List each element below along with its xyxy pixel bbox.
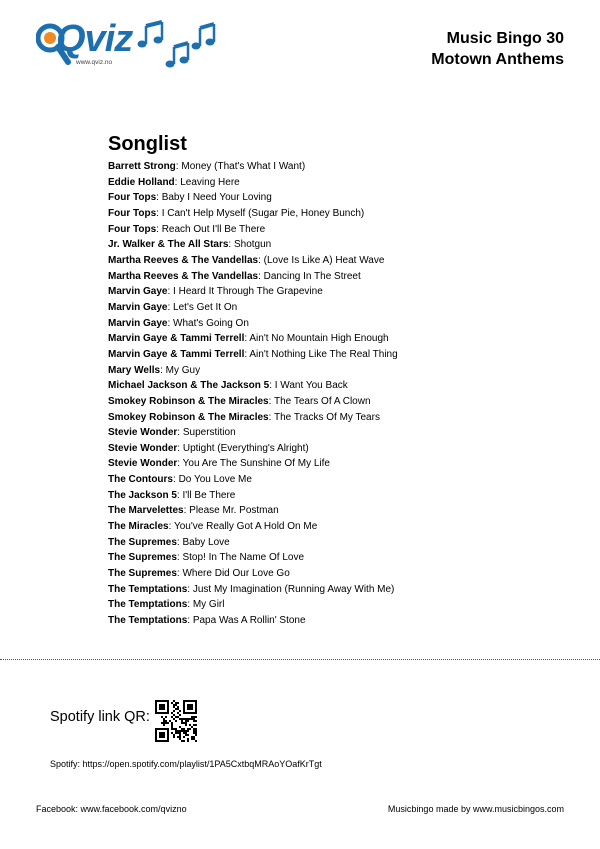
song-title: Baby Love [182,536,230,548]
song-item: The Temptations: My Girl [108,599,225,611]
song-artist: The Temptations [108,615,188,627]
song-title: The Tears Of A Clown [274,395,371,407]
song-artist: Michael Jackson & The Jackson 5 [108,380,270,392]
song-artist: Smokey Robinson & The Miracles [108,411,269,423]
cut-line-divider [0,659,600,660]
song-artist: The Supremes [108,568,177,580]
song-artist: The Supremes [108,552,177,564]
song-artist: The Temptations [108,599,188,611]
song-item: Mary Wells: My Guy [108,364,201,376]
song-artist: Four Tops [108,223,157,235]
song-item: Marvin Gaye: I Heard It Through The Grapevine [108,286,323,298]
song-item: The Temptations: Just My Imagination (Running Away With Me) [108,583,395,595]
song-artist: The Temptations [108,583,188,595]
song-artist: Jr. Walker & The All Stars [108,239,229,251]
song-artist: Four Tops [108,207,157,219]
qr-label: Spotify link QR: [50,709,150,725]
song-title: I'll Be There [182,489,236,501]
song-title: Ain't No Mountain High Enough [249,333,389,345]
song-artist: Stevie Wonder [108,427,178,439]
song-item: Eddie Holland: Leaving Here [108,176,240,188]
song-artist: Barrett Strong [108,161,176,172]
song-title: Reach Out I'll Be There [161,223,266,235]
song-title: I Can't Help Myself (Sugar Pie, Honey Bunch) [161,207,365,219]
spotify-link[interactable]: Spotify: https://open.spotify.com/playlist/1PA5CxtbqMRAoYOafKrTgt [50,759,322,769]
song-title: My Guy [165,364,201,376]
song-title: Money (That's What I Want) [181,161,306,172]
song-artist: Four Tops [108,192,157,204]
song-artist: Stevie Wonder [108,458,178,470]
song-item: Michael Jackson & The Jackson 5: I Want You Back [108,380,348,392]
song-item: Stevie Wonder: You Are The Sunshine Of My Life [108,458,330,470]
song-title: Shotgun [233,239,272,251]
song-item: The Marvelettes: Please Mr. Postman [108,505,279,517]
song-list [108,159,568,629]
song-artist: The Marvelettes [108,505,184,517]
song-item: Stevie Wonder: Superstition [108,427,236,439]
logo-text: Qviz [56,18,133,60]
song-item: Smokey Robinson & The Miracles: The Tears Of A Clown [108,395,371,407]
song-artist: Smokey Robinson & The Miracles [108,395,269,407]
song-title: My Girl [192,599,225,611]
credit-link[interactable]: Musicbingo made by www.musicbingos.com [387,804,564,814]
song-item: The Miracles: You've Really Got A Hold On Me [108,521,318,533]
song-title: The Tracks Of My Tears [274,411,380,423]
song-title: Uptight (Everything's Alright) [182,442,309,454]
song-item: Marvin Gaye: What's Going On [108,317,249,329]
song-item: The Contours: Do You Love Me [108,474,252,486]
song-item: Marvin Gaye & Tammi Terrell: Ain't Nothing Like The Real Thing [108,348,398,360]
song-title: Dancing In The Street [263,270,361,282]
song-artist: The Jackson 5 [108,489,177,501]
song-item: Marvin Gaye & Tammi Terrell: Ain't No Mountain High Enough [108,333,389,345]
song-artist: Marvin Gaye & Tammi Terrell [108,348,245,360]
song-title: I Want You Back [274,380,348,392]
song-item: Four Tops: Reach Out I'll Be There [108,223,266,235]
song-artist: Marvin Gaye [108,286,168,298]
song-title: What's Going On [173,317,249,329]
song-artist: The Miracles [108,521,169,533]
song-title: (Love Is Like A) Heat Wave [263,254,385,266]
song-artist: Martha Reeves & The Vandellas [108,270,259,282]
songlist-heading: Songlist [108,133,187,155]
bingo-subtitle: Motown Anthems [431,51,564,68]
song-item: The Supremes: Where Did Our Love Go [108,568,290,580]
song-title: Please Mr. Postman [189,505,279,517]
spotify-qr-code[interactable] [155,700,197,742]
song-title: Stop! In The Name Of Love [182,552,305,564]
song-item: The Jackson 5: I'll Be There [108,489,236,501]
song-artist: Marvin Gaye & Tammi Terrell [108,333,245,345]
song-artist: Martha Reeves & The Vandellas [108,254,259,266]
song-artist: Marvin Gaye [108,301,168,313]
facebook-link[interactable]: Facebook: www.facebook.com/qvizno [36,804,187,814]
song-title: Ain't Nothing Like The Real Thing [249,348,398,360]
bingo-header [431,28,564,70]
song-item: The Temptations: Papa Was A Rollin' Stone [108,615,306,627]
song-title: Baby I Need Your Loving [161,192,272,204]
song-title: Leaving Here [180,176,240,188]
song-title: Where Did Our Love Go [182,568,290,580]
song-artist: The Contours [108,474,173,486]
song-item: Smokey Robinson & The Miracles: The Tracks Of My Tears [108,411,380,423]
song-title: You Are The Sunshine Of My Life [182,458,330,470]
song-item: Four Tops: I Can't Help Myself (Sugar Pie, Honey Bunch) [108,207,365,219]
song-item: Barrett Strong: Money (That's What I Want) [108,161,306,172]
music-notes-icon [132,18,228,74]
bingo-title: Music Bingo 30 [446,30,564,47]
song-item: Stevie Wonder: Uptight (Everything's Alright) [108,442,309,454]
song-artist: Marvin Gaye [108,317,168,329]
logo-url: www.qviz.no [76,59,113,66]
song-item: Martha Reeves & The Vandellas: Dancing In The Street [108,270,361,282]
song-item: The Supremes: Stop! In The Name Of Love [108,552,305,564]
song-artist: Eddie Holland [108,176,175,188]
song-artist: Mary Wells [108,364,161,376]
songlist-section [108,132,568,629]
song-item: The Supremes: Baby Love [108,536,230,548]
song-item: Four Tops: Baby I Need Your Loving [108,192,272,204]
song-title: Just My Imagination (Running Away With Me) [192,583,395,595]
song-title: Papa Was A Rollin' Stone [192,615,306,627]
song-title: Let's Get It On [173,301,238,313]
song-item: Marvin Gaye: Let's Get It On [108,301,238,313]
song-artist: Stevie Wonder [108,442,178,454]
song-item: Jr. Walker & The All Stars: Shotgun [108,239,272,251]
song-title: Superstition [182,427,236,439]
song-title: Do You Love Me [178,474,252,486]
song-artist: The Supremes [108,536,177,548]
song-item: Martha Reeves & The Vandellas: (Love Is Like A) Heat Wave [108,254,385,266]
song-title: I Heard It Through The Grapevine [173,286,323,298]
song-title: You've Really Got A Hold On Me [173,521,318,533]
